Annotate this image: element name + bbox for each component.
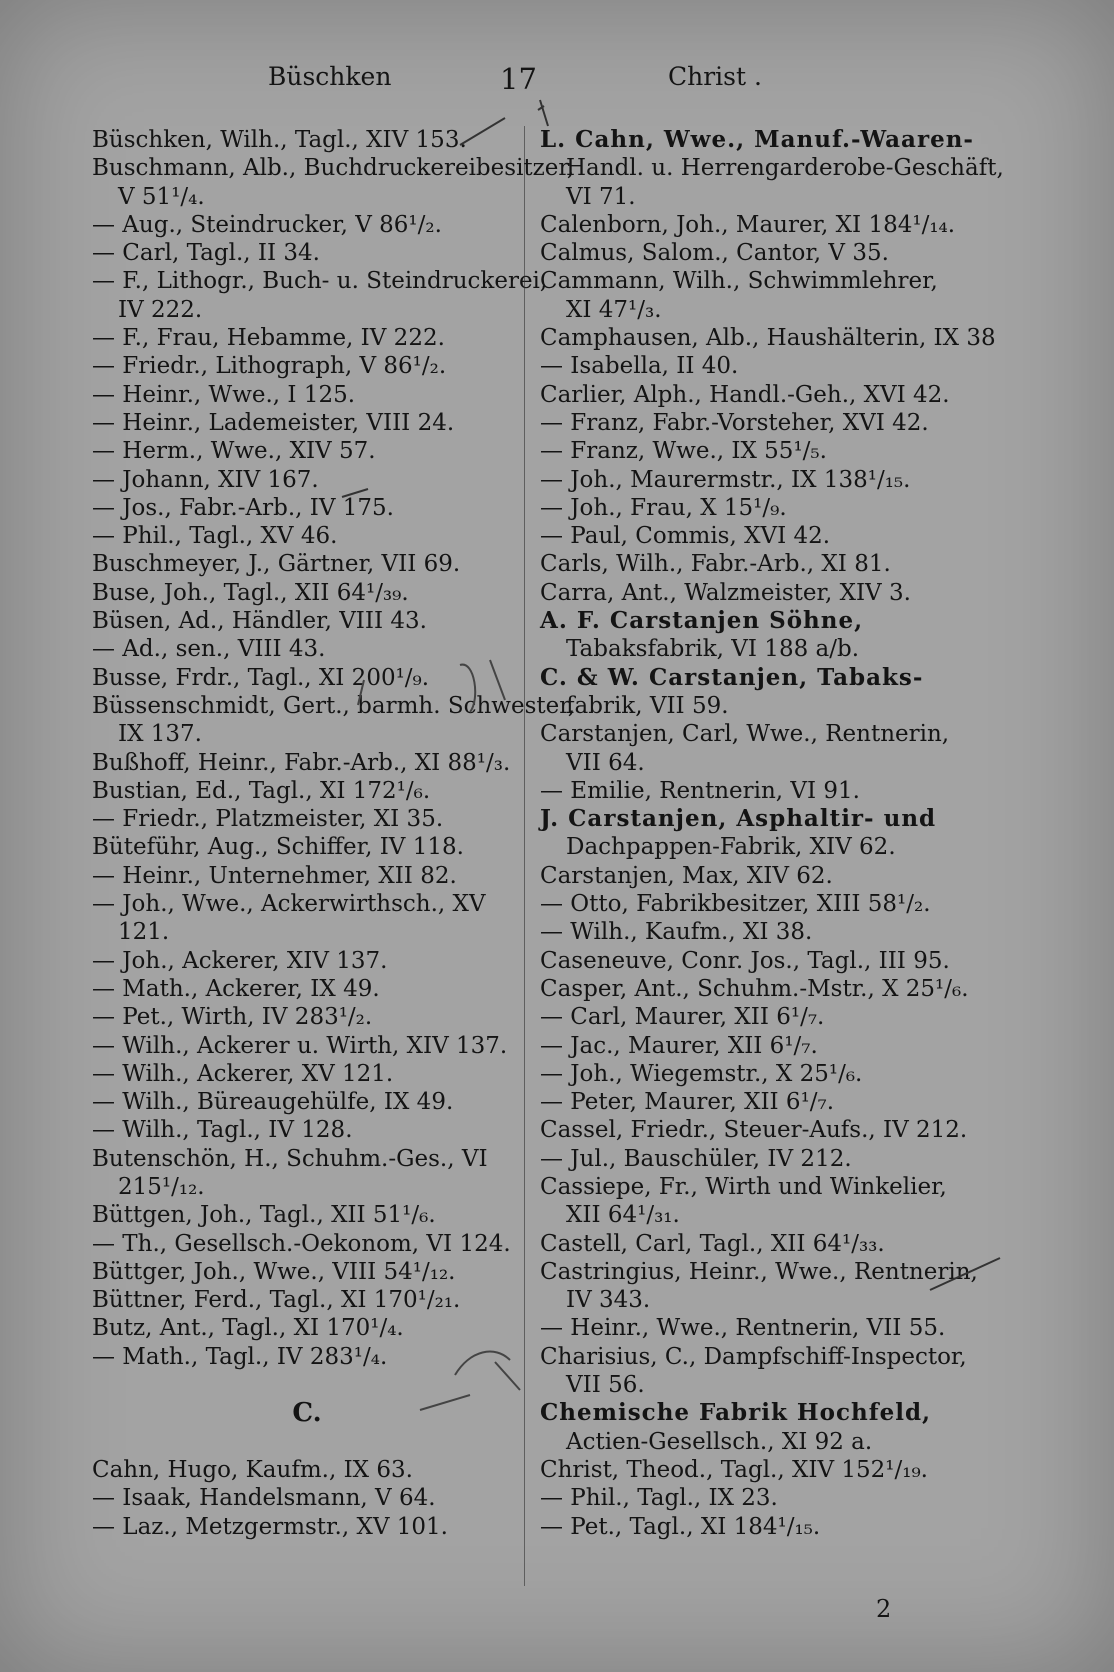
- directory-entry-line: — Isaak, Handelsmann, V 64.: [92, 1485, 436, 1512]
- directory-entry-line: — Phil., Tagl., XV 46.: [92, 523, 338, 550]
- directory-entry-line: — Th., Gesellsch.-Oekonom, VI 124.: [92, 1230, 511, 1257]
- pen-mark-5: [455, 1352, 520, 1390]
- directory-entry-line: — Wilh., Tagl., IV 128.: [92, 1117, 353, 1144]
- directory-entry-line: Bustian, Ed., Tagl., XI 172¹/₆.: [92, 777, 431, 804]
- directory-entry-line: — Friedr., Lithograph, V 86¹/₂.: [92, 353, 447, 380]
- directory-entry-line: — Jos., Fabr.-Arb., IV 175.: [92, 494, 394, 521]
- directory-entry-line: Carlier, Alph., Handl.-Geh., XVI 42.: [540, 381, 950, 408]
- directory-entry-line: — Joh., Frau, X 15¹/₉.: [540, 494, 787, 521]
- directory-entry-line: C. & W. Carstanjen, Tabaks-: [540, 663, 924, 691]
- directory-entry-line: — Heinr., Lademeister, VIII 24.: [92, 409, 455, 436]
- directory-entry-line: — Wilh., Kaufm., XI 38.: [540, 919, 813, 946]
- directory-entry-line: Calenborn, Joh., Maurer, XI 184¹/₁₄.: [540, 211, 956, 238]
- directory-entry-line: — Peter, Maurer, XII 6¹/₇.: [540, 1089, 835, 1116]
- pen-mark-3: [342, 489, 368, 497]
- directory-entry-line: — Carl, Maurer, XII 6¹/₇.: [540, 1004, 825, 1031]
- directory-entry-line: Butz, Ant., Tagl., XI 170¹/₄.: [92, 1315, 404, 1342]
- directory-entry-line: — Ad., sen., VIII 43.: [92, 636, 326, 663]
- directory-entry-line: XII 64¹/₃₁.: [566, 1202, 680, 1229]
- directory-entry-line: — Phil., Tagl., IX 23.: [540, 1485, 778, 1512]
- directory-entry-line: Casper, Ant., Schuhm.-Mstr., X 25¹/₆.: [540, 975, 969, 1002]
- directory-entry-line: — Joh., Ackerer, XIV 137.: [92, 947, 388, 974]
- directory-entry-line: — Wilh., Büreaugehülfe, IX 49.: [92, 1089, 454, 1116]
- directory-entry-line: Büteführ, Aug., Schiffer, IV 118.: [92, 834, 464, 861]
- directory-entry-line: J. Carstanjen, Asphaltir- und: [540, 805, 937, 833]
- directory-entry-line: — Carl, Tagl., II 34.: [92, 240, 320, 267]
- directory-entry-line: Caseneuve, Conr. Jos., Tagl., III 95.: [540, 947, 950, 974]
- directory-entry-line: — Isabella, II 40.: [540, 353, 739, 380]
- directory-entry-line: Tabaksfabrik, VI 188 a/b.: [566, 636, 860, 663]
- directory-entry-line: 121.: [118, 919, 170, 946]
- directory-entry-line: IV 343.: [566, 1287, 651, 1314]
- directory-entry-line: 215¹/₁₂.: [118, 1173, 205, 1200]
- directory-entry-line: Carstanjen, Carl, Wwe., Rentnerin,: [540, 721, 950, 748]
- directory-entry-line: Büschken, Wilh., Tagl., XIV 153.: [92, 127, 467, 153]
- directory-entry-line: Büttgen, Joh., Tagl., XII 51¹/₆.: [92, 1202, 436, 1229]
- signature-mark: 2: [876, 1595, 892, 1623]
- directory-entry-line: — Wilh., Ackerer u. Wirth, XIV 137.: [92, 1032, 508, 1059]
- directory-entry-line: Charisius, C., Dampfschiff-Inspector,: [540, 1343, 967, 1370]
- directory-entry-line: Buse, Joh., Tagl., XII 64¹/₃₉.: [92, 579, 409, 606]
- directory-entry-line: Carstanjen, Max, XIV 62.: [540, 862, 833, 889]
- directory-entry-line: — Herm., Wwe., XIV 57.: [92, 438, 376, 465]
- pen-mark-1: [460, 118, 505, 145]
- directory-entry-line: — Pet., Wirth, IV 283¹/₂.: [92, 1004, 373, 1031]
- directory-entry-line: Büssenschmidt, Gert., barmh. Schwester,: [92, 692, 576, 719]
- directory-entry-line: Carls, Wilh., Fabr.-Arb., XI 81.: [540, 551, 891, 578]
- directory-entry-line: VI 71.: [566, 183, 636, 210]
- header-right-keyword: Christ .: [668, 62, 762, 91]
- directory-entry-line: — Emilie, Rentnerin, VI 91.: [540, 777, 860, 804]
- directory-entry-line: Cassiepe, Fr., Wirth und Winkelier,: [540, 1173, 947, 1200]
- directory-entry-line: V 51¹/₄.: [118, 183, 205, 210]
- directory-entry-line: Carra, Ant., Walzmeister, XIV 3.: [540, 579, 911, 606]
- page-number: 17: [500, 62, 537, 96]
- pen-mark-7: [930, 1258, 1000, 1290]
- header-left-keyword: Büschken: [268, 62, 392, 91]
- directory-entry-line: Castell, Carl, Tagl., XII 64¹/₃₃.: [540, 1230, 885, 1257]
- directory-entry-line: Cammann, Wilh., Schwimmlehrer,: [540, 268, 938, 295]
- directory-entry-line: Castringius, Heinr., Wwe., Rentnerin,: [540, 1258, 978, 1285]
- directory-entry-line: IV 222.: [118, 296, 203, 323]
- directory-entry-line: — Wilh., Ackerer, XV 121.: [92, 1060, 394, 1087]
- directory-entry-line: — Johann, XIV 167.: [92, 466, 319, 493]
- directory-entry-line: Büttner, Ferd., Tagl., XI 170¹/₂₁.: [92, 1287, 461, 1314]
- directory-entry-line: A. F. Carstanjen Söhne,: [540, 607, 864, 635]
- directory-entry-line: — Heinr., Wwe., Rentnerin, VII 55.: [540, 1315, 946, 1342]
- directory-entry-line: Buschmeyer, J., Gärtner, VII 69.: [92, 551, 461, 578]
- directory-entry-line: Büttger, Joh., Wwe., VIII 54¹/₁₂.: [92, 1258, 456, 1285]
- directory-entry-line: — Laz., Metzgermstr., XV 101.: [92, 1513, 448, 1540]
- directory-entry-line: — Paul, Commis, XVI 42.: [540, 523, 831, 550]
- directory-entry-line: Butenschön, H., Schuhm.-Ges., VI: [92, 1145, 488, 1172]
- directory-entry-line: IX 137.: [118, 721, 202, 748]
- directory-entry-line: — F., Lithogr., Buch- u. Steindruckerei,: [92, 268, 548, 295]
- directory-entry-line: — Joh., Maurermstr., IX 138¹/₁₅.: [540, 466, 911, 493]
- directory-entry-line: — Math., Tagl., IV 283¹/₄.: [92, 1343, 388, 1370]
- directory-entry-line: — Jul., Bauschüler, IV 212.: [540, 1145, 852, 1172]
- directory-entry-line: — Heinr., Unternehmer, XII 82.: [92, 862, 457, 889]
- directory-entry-line: — Otto, Fabrikbesitzer, XIII 58¹/₂.: [540, 891, 931, 918]
- directory-entry-line: — Franz, Wwe., IX 55¹/₅.: [540, 438, 827, 465]
- pen-mark-2: [538, 100, 548, 126]
- pen-mark-6: [420, 1395, 470, 1410]
- section-heading: C.: [292, 1398, 322, 1429]
- directory-entry-line: VII 56.: [566, 1372, 645, 1399]
- directory-entry-line: Calmus, Salom., Cantor, V 35.: [540, 240, 889, 267]
- directory-entry-line: — Aug., Steindrucker, V 86¹/₂.: [92, 211, 442, 238]
- directory-entry-line: Büsen, Ad., Händler, VIII 43.: [92, 608, 427, 635]
- directory-entry-line: — Friedr., Platzmeister, XI 35.: [92, 806, 444, 833]
- directory-entry-line: — Math., Ackerer, IX 49.: [92, 975, 380, 1002]
- directory-entry-line: Handl. u. Herrengarderobe-Geschäft,: [566, 155, 1004, 182]
- directory-entry-line: — Pet., Tagl., XI 184¹/₁₅.: [540, 1513, 821, 1540]
- directory-entry-line: — F., Frau, Hebamme, IV 222.: [92, 325, 445, 352]
- directory-entry-line: Actien-Gesellsch., XI 92 a.: [566, 1428, 873, 1455]
- directory-entry-line: Dachpappen-Fabrik, XIV 62.: [566, 834, 896, 861]
- directory-entry-line: Busse, Frdr., Tagl., XI 200¹/₉.: [92, 664, 430, 691]
- directory-entry-line: Cahn, Hugo, Kaufm., IX 63.: [92, 1456, 413, 1483]
- directory-entry-line: Camphausen, Alb., Haushälterin, IX 38: [540, 325, 996, 352]
- directory-entry-line: XI 47¹/₃.: [566, 296, 662, 323]
- directory-entry-line: — Joh., Wwe., Ackerwirthsch., XV: [92, 891, 486, 918]
- directory-entry-line: — Joh., Wiegemstr., X 25¹/₆.: [540, 1060, 863, 1087]
- directory-entry-line: Christ, Theod., Tagl., XIV 152¹/₁₉.: [540, 1456, 928, 1483]
- directory-entry-line: fabrik, VII 59.: [566, 692, 729, 719]
- pen-mark-4: [358, 660, 505, 712]
- directory-entry-line: — Franz, Fabr.-Vorsteher, XVI 42.: [540, 409, 929, 436]
- directory-entry-line: L. Cahn, Wwe., Manuf.-Waaren-: [540, 126, 974, 153]
- directory-entry-line: — Heinr., Wwe., I 125.: [92, 381, 356, 408]
- directory-entry-line: VII 64.: [566, 749, 645, 776]
- directory-entry-line: Cassel, Friedr., Steuer-Aufs., IV 212.: [540, 1117, 968, 1144]
- directory-entry-line: — Jac., Maurer, XII 6¹/₇.: [540, 1032, 818, 1059]
- directory-entry-line: Buschmann, Alb., Buchdruckereibesitzer,: [92, 155, 575, 182]
- directory-entry-line: Chemische Fabrik Hochfeld,: [540, 1399, 932, 1427]
- directory-entry-line: Bußhoff, Heinr., Fabr.-Arb., XI 88¹/₃.: [92, 749, 511, 776]
